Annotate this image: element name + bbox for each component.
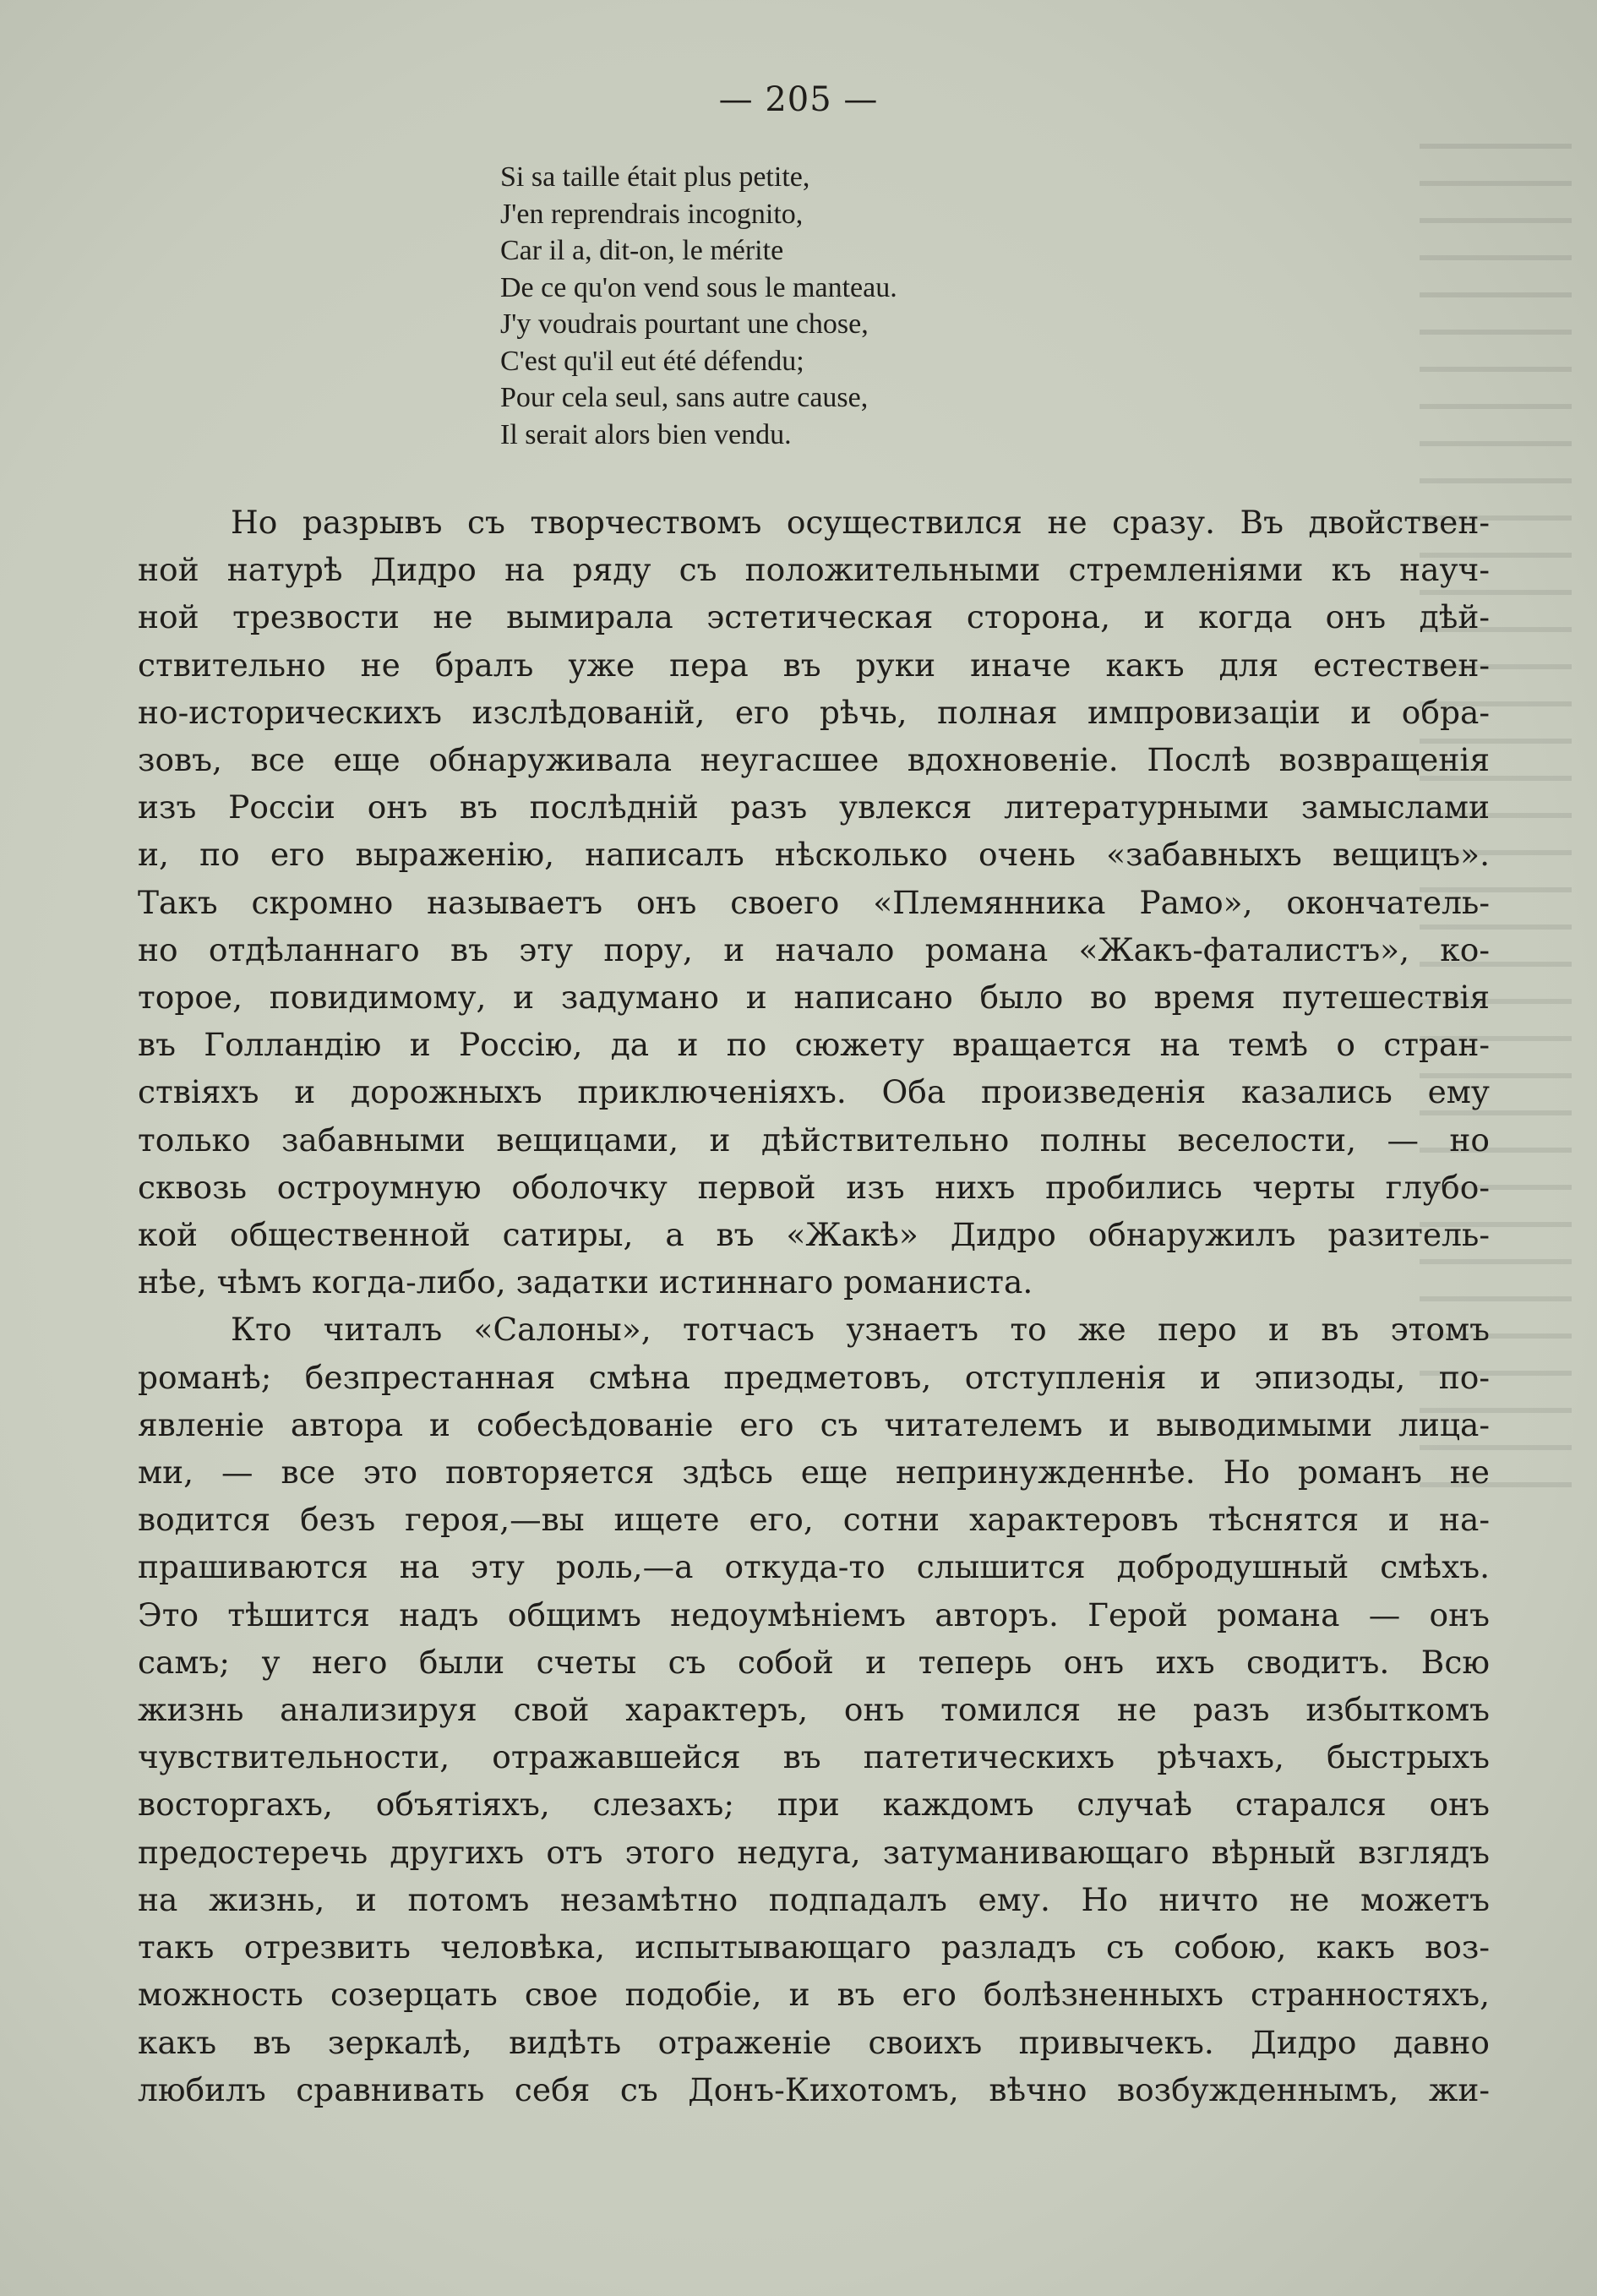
text-line: зовъ, все еще обнаруживала неугасшее вдохновеніе. Послѣ возвращенія [138, 741, 1490, 779]
verse-line: Pour cela seul, sans autre cause, [500, 382, 869, 413]
text-line: кой общественной сатиры, а въ «Жакѣ» Дидро обнаружилъ разитель- [138, 1216, 1490, 1254]
text-line: предостеречь другихъ отъ этого недуга, затуманивающаго вѣрный взглядъ [138, 1833, 1490, 1871]
verse-line: Si sa taille était plus petite, [500, 161, 810, 193]
text-line: можность созерцать свое подобіе, и въ его болѣзненныхъ странностяхъ, [138, 1976, 1490, 2014]
verse-line: C'est qu'il eut été défendu; [500, 345, 804, 377]
verse-line: Car il a, dit-on, le mérite [500, 235, 784, 266]
verse-line: J'en reprendrais incognito, [500, 198, 804, 230]
text-line: самъ; у него были счеты съ собой и теперь онъ ихъ сводитъ. Всю [138, 1643, 1490, 1681]
text-line: и, по его выраженію, написалъ нѣсколько очень «забавныхъ вещицъ». [138, 836, 1490, 874]
text-line: восторгахъ, объятіяхъ, слезахъ; при каждомъ случаѣ старался онъ [138, 1786, 1490, 1824]
text-line: Но разрывъ съ творчествомъ осуществился не сразу. Въ двойствен- [231, 504, 1490, 541]
text-line: изъ Россіи онъ въ послѣдній разъ увлекся литературными замыслами [138, 788, 1490, 826]
verse-line: De ce qu'on vend sous le manteau. [500, 271, 897, 303]
text-line: Такъ скромно называетъ онъ своего «Племянника Рамо», окончатель- [138, 883, 1490, 921]
verse-line: J'y voudrais pourtant une chose, [500, 308, 869, 340]
text-line: въ Голландію и Россію, да и по сюжету вращается на темѣ о стран- [138, 1026, 1490, 1064]
text-line: какъ въ зеркалѣ, видѣть отраженіе своихъ привычекъ. Дидро давно [138, 2023, 1490, 2061]
text-line: сквозь остроумную оболочку первой изъ нихъ пробились черты глубо- [138, 1168, 1490, 1206]
text-line: прашиваются на эту роль,—а откуда-то слышится добродушный смѣхъ. [138, 1548, 1490, 1586]
text-line: но отдѣланнаго въ эту пору, и начало романа «Жакъ-фаталистъ», ко- [138, 930, 1490, 968]
text-line: любилъ сравнивать себя съ Донъ-Кихотомъ, вѣчно возбужденнымъ, жи- [138, 2070, 1490, 2108]
text-line: только забавными вещицами, и дѣйствительно полны веселости, — но [138, 1121, 1490, 1159]
body-text [138, 499, 1490, 2113]
text-line: Это тѣшится надъ общимъ недоумѣніемъ авторъ. Герой романа — онъ [138, 1595, 1490, 1633]
text-line: ной натурѣ Дидро на ряду съ положительными стремленіями къ науч- [138, 551, 1490, 589]
text-line: ствительно не бралъ уже пера въ руки иначе какъ для естествен- [138, 646, 1490, 684]
text-line: водится безъ героя,—вы ищете его, сотни характеровъ тѣснятся и на- [138, 1501, 1490, 1539]
text-line: но-историческихъ изслѣдованій, его рѣчь, полная импровизаціи и обра- [138, 693, 1490, 731]
text-line: жизнь анализируя свой характеръ, онъ томился не разъ избыткомъ [138, 1691, 1490, 1729]
text-line: Кто читалъ «Салоны», тотчасъ узнаетъ то же перо и въ этомъ [231, 1311, 1490, 1349]
paragraph-1 [138, 499, 1490, 1306]
text-line: явленіе автора и собесѣдованіе его съ читателемъ и выводимыми лица- [138, 1405, 1490, 1443]
text-line: такъ отрезвить человѣка, испытывающаго разладъ съ собою, какъ воз- [138, 1928, 1490, 1966]
page-number: — 205 — [718, 80, 879, 119]
text-line: торое, повидимому, и задумано и написано было во время путешествія [138, 979, 1490, 1017]
verse-line: Il serait alors bien vendu. [500, 418, 792, 450]
paragraph-2 [138, 1306, 1490, 2113]
french-verse [500, 159, 1142, 453]
text-line: ствіяхъ и дорожныхъ приключеніяхъ. Оба произведенія казались ему [138, 1073, 1490, 1111]
text-line: ной трезвости не вымирала эстетическая сторона, и когда онъ дѣй- [138, 598, 1490, 636]
text-line: ми, — все это повторяется здѣсь еще непринужденнѣе. Но романъ не [138, 1453, 1490, 1492]
text-line: чувствительности, отражавшейся въ патетическихъ рѣчахъ, быстрыхъ [138, 1738, 1490, 1776]
text-line: нѣе, чѣмъ когда-либо, задатки истиннаго романиста. [138, 1263, 1033, 1301]
text-line: романѣ; безпрестанная смѣна предметовъ, отступленія и эпизоды, по- [138, 1358, 1490, 1396]
text-line: на жизнь, и потомъ незамѣтно подпадалъ ему. Но ничто не можетъ [138, 1880, 1490, 1918]
